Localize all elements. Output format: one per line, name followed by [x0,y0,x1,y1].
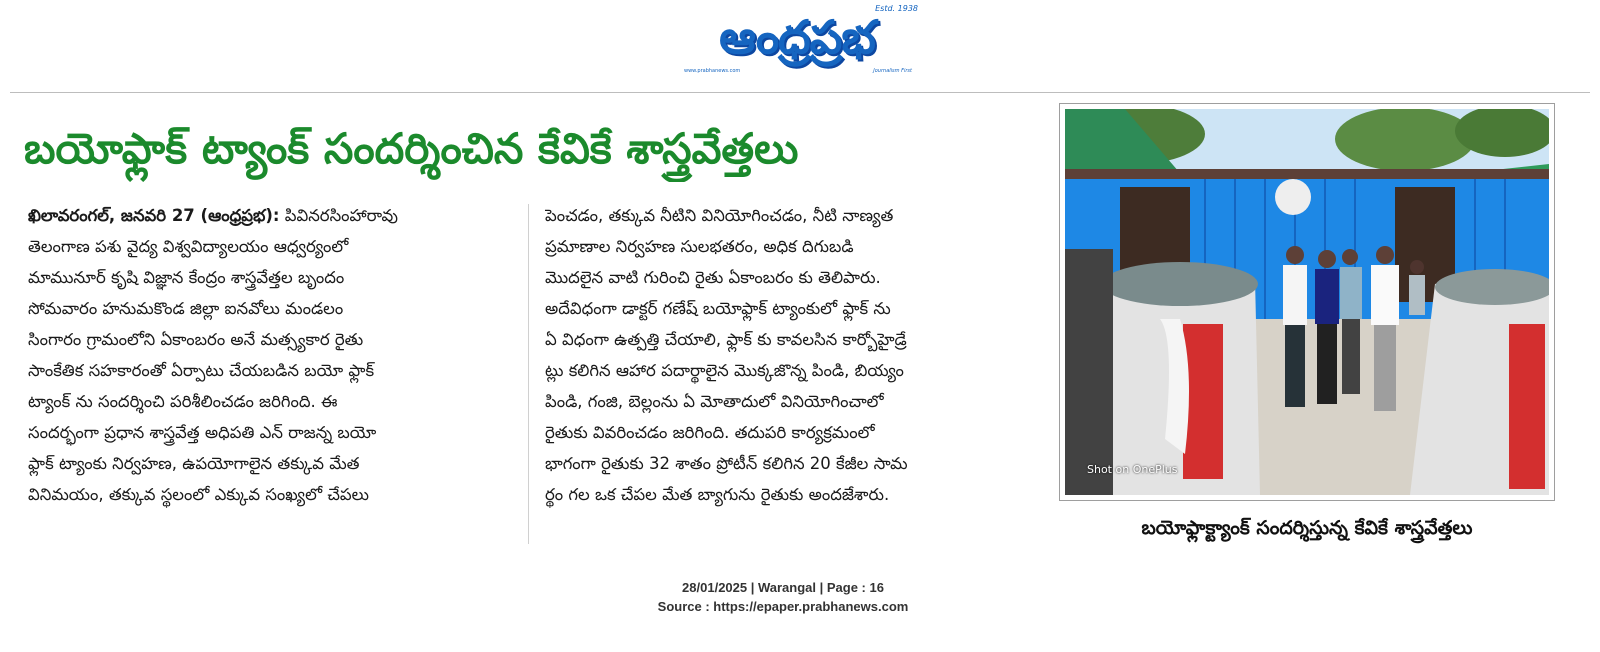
logo-tagline: Journalism First [873,68,912,74]
article-line: సోమవారం హనుమకొండ జిల్లా ఐనవోలు మండలం [28,299,344,318]
left-tank-water [1102,262,1258,306]
article-photo [1065,109,1549,495]
article-line [28,200,514,231]
photo-watermark: Shot on OnePlus [1087,463,1178,476]
footer-source-link[interactable]: Source : https://epaper.prabhanews.com [657,599,909,614]
masthead-divider [10,92,1590,93]
article-line: ట్లు కలిగిన ఆహార పదార్థాలైన మొక్కజొన్న పిండి, బియ్యం [545,361,904,380]
article-dateline: ఖిలావరంగల్, జనవరి 27 (ఆంధ్రప్రభ): [28,206,280,225]
article-line: ట్యాంక్ ను సందర్శించి పరిశీలించడం జరిగింది. ఈ [28,392,338,411]
photo-caption: బయోఫ్లాక్ట్యాంక్ సందర్శిస్తున్న కేవికే శాస్త్రవేత్తలు [1141,517,1473,539]
article-photo-frame[interactable] [1059,103,1555,501]
right-tank-gauge [1509,324,1545,489]
article-line: మామునూర్ కృషి విజ్ఞాన కేంద్రం శాస్త్రవేత్తల బృందం [28,268,345,287]
scarecrow-face-icon [1275,179,1311,215]
article-line: సింగారం గ్రామంలోని ఏకాంబరం అనే మత్స్యకార రైతు [28,330,364,349]
article-line: తెలంగాణ పశు వైద్య విశ్వవిద్యాలయం ఆధ్వర్యంలో [28,237,349,256]
article-line: సాంకేతిక సహకారంతో ఏర్పాటు చేయబడిన బయో ఫ్లాక్ [28,361,375,380]
article-line: పిండి, గంజి, బెల్లంను ఏ మోతాదులో వినియోగించాలో [545,392,884,411]
newspaper-logo[interactable] [672,6,922,76]
article-line: రైతుకు వివరించడం జరిగింది. తదుపరి కార్యక్రమంలో [545,423,875,442]
article-line: అదేవిధంగా డాక్టర్ గణేష్ బయోఫ్లాక్ ట్యాంకులో ఫ్లాక్ ను [545,299,891,318]
article-line: మొదలైన వాటి గురించి రైతు ఏకాంబరం కు తెలిపారు. [545,268,881,287]
article-line: ఫ్లాక్ ట్యాంకు నిర్వహణ, ఉపయోగాలైన తక్కువ మేత [28,454,360,473]
article-line: ఏ విధంగా ఉత్పత్తి చేయాలి, ఫ్లాక్ కు కావలసిన కార్బోహైడ్రే [545,330,907,349]
article-headline: బయోఫ్లాక్ ట్యాంక్ సందర్శించిన కేవికే శాస్త్రవేత్తలు [24,124,799,173]
article-column-1 [28,200,514,550]
article-column-2 [545,200,1031,550]
article-line: సందర్భంగా ప్రధాన శాస్త్రవేత్త అధిపతి ఎన్ రాజన్న బయో [28,423,377,442]
article-line: భాగంగా రైతుకు 32 శాతం ప్రోటీన్ కలిగిన 20 కేజీల సామ [545,454,908,473]
article-line: వినిమయం, తక్కువ స్థలంలో ఎక్కువ సంఖ్యలో చేపలు [28,485,370,504]
photo-illustration [1065,109,1549,495]
tree [1335,109,1475,171]
article-line: ర్థం గల ఒక చేపల మేత బ్యాగును రైతుకు అందజేశారు. [545,485,890,504]
railing [1065,249,1113,495]
left-tank-gauge [1183,324,1223,479]
article-line: పెంచడం, తక్కువ నీటిని వినియోగించడం, నీటి నాణ్యత [545,206,894,225]
logo-established: Estd. 1938 [875,4,918,13]
article-text: పివినరసింహారావు [284,206,398,225]
logo-website: www.prabhanews.com [684,68,741,74]
column-divider [528,204,529,544]
logo-wordmark: ఆంధ్రప్రభ [719,10,875,64]
shed-roof-edge [1065,169,1549,179]
masthead [0,0,1600,92]
article-line: ప్రమాణాల నిర్వహణ సులభతరం, అధిక దిగుబడి [545,237,854,256]
footer-edition-info: 28/01/2025 | Warangal | Page : 16 [682,580,884,595]
